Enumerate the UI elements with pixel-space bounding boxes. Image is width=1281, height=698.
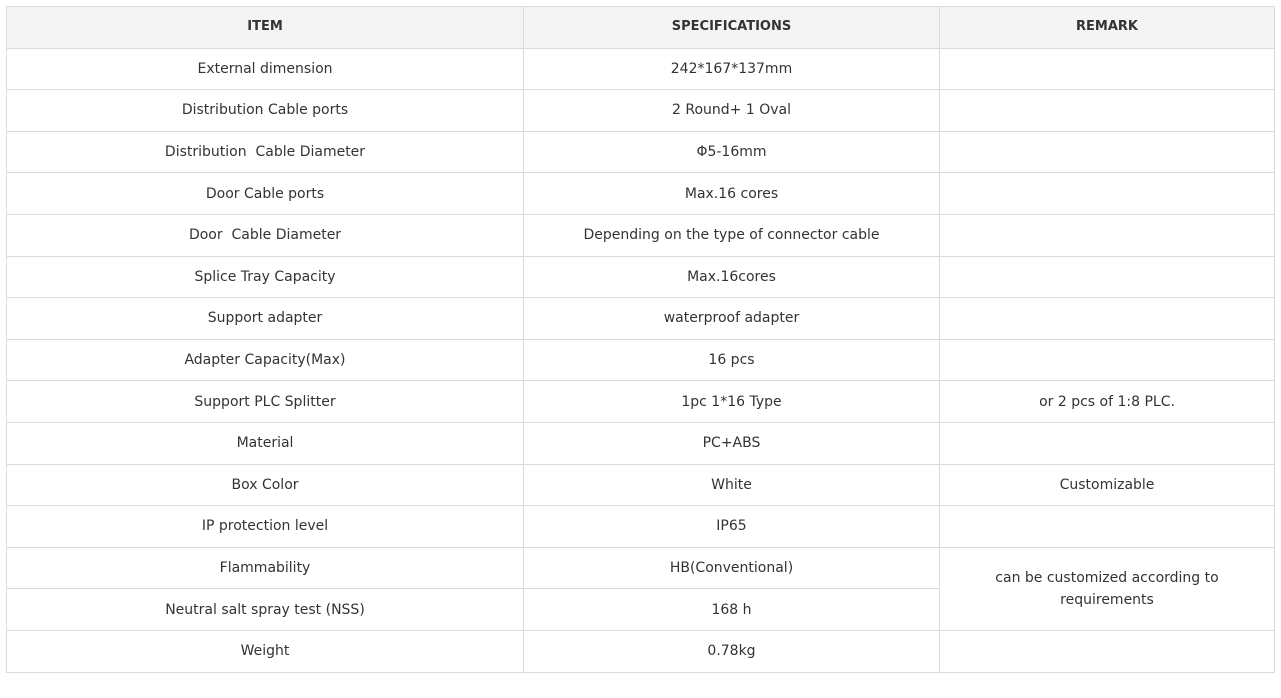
item-cell: IP protection level [7, 506, 524, 548]
remark-cell [940, 131, 1275, 173]
table-row [7, 256, 1275, 298]
item-cell: Neutral salt spray test (NSS) [7, 589, 524, 631]
item-cell: Flammability [7, 547, 524, 589]
table-row [7, 298, 1275, 340]
header-specifications: SPECIFICATIONS [524, 7, 940, 49]
item-cell: Door Cable ports [7, 173, 524, 215]
remark-cell [940, 339, 1275, 381]
remark-cell: can be customized according to requirements [940, 547, 1275, 630]
remark-cell [940, 48, 1275, 90]
remark-cell [940, 506, 1275, 548]
table-row [7, 131, 1275, 173]
remark-cell [940, 298, 1275, 340]
remark-cell: Customizable [940, 464, 1275, 506]
specifications-table [6, 6, 1275, 673]
remark-cell: or 2 pcs of 1:8 PLC. [940, 381, 1275, 423]
remark-cell [940, 90, 1275, 132]
item-cell: Box Color [7, 464, 524, 506]
remark-cell [940, 214, 1275, 256]
header-item: ITEM [7, 7, 524, 49]
spec-cell: 168 h [524, 589, 940, 631]
item-cell: Weight [7, 630, 524, 672]
remark-cell [940, 630, 1275, 672]
item-cell: Distribution Cable Diameter [7, 131, 524, 173]
header-remark: REMARK [940, 7, 1275, 49]
table-row [7, 630, 1275, 672]
table-row [7, 506, 1275, 548]
spec-cell: Max.16cores [524, 256, 940, 298]
spec-cell: IP65 [524, 506, 940, 548]
table-row [7, 214, 1275, 256]
spec-cell: Max.16 cores [524, 173, 940, 215]
item-cell: Distribution Cable ports [7, 90, 524, 132]
spec-cell: HB(Conventional) [524, 547, 940, 589]
item-cell: Material [7, 422, 524, 464]
item-cell: Adapter Capacity(Max) [7, 339, 524, 381]
item-cell: External dimension [7, 48, 524, 90]
spec-cell: waterproof adapter [524, 298, 940, 340]
table-row [7, 422, 1275, 464]
spec-cell: 2 Round+ 1 Oval [524, 90, 940, 132]
spec-cell: White [524, 464, 940, 506]
item-cell: Splice Tray Capacity [7, 256, 524, 298]
spec-cell: 16 pcs [524, 339, 940, 381]
spec-cell: 1pc 1*16 Type [524, 381, 940, 423]
spec-cell: PC+ABS [524, 422, 940, 464]
item-cell: Support adapter [7, 298, 524, 340]
table-row [7, 381, 1275, 423]
item-cell: Support PLC Splitter [7, 381, 524, 423]
table-row [7, 90, 1275, 132]
table-header-row [7, 7, 1275, 49]
spec-cell: Φ5-16mm [524, 131, 940, 173]
table-row [7, 547, 1275, 589]
remark-cell [940, 173, 1275, 215]
item-cell: Door Cable Diameter [7, 214, 524, 256]
table-row [7, 464, 1275, 506]
spec-cell: 242*167*137mm [524, 48, 940, 90]
table-row [7, 173, 1275, 215]
spec-cell: Depending on the type of connector cable [524, 214, 940, 256]
remark-cell [940, 256, 1275, 298]
spec-cell: 0.78kg [524, 630, 940, 672]
table-row [7, 339, 1275, 381]
table-row [7, 48, 1275, 90]
remark-cell [940, 422, 1275, 464]
